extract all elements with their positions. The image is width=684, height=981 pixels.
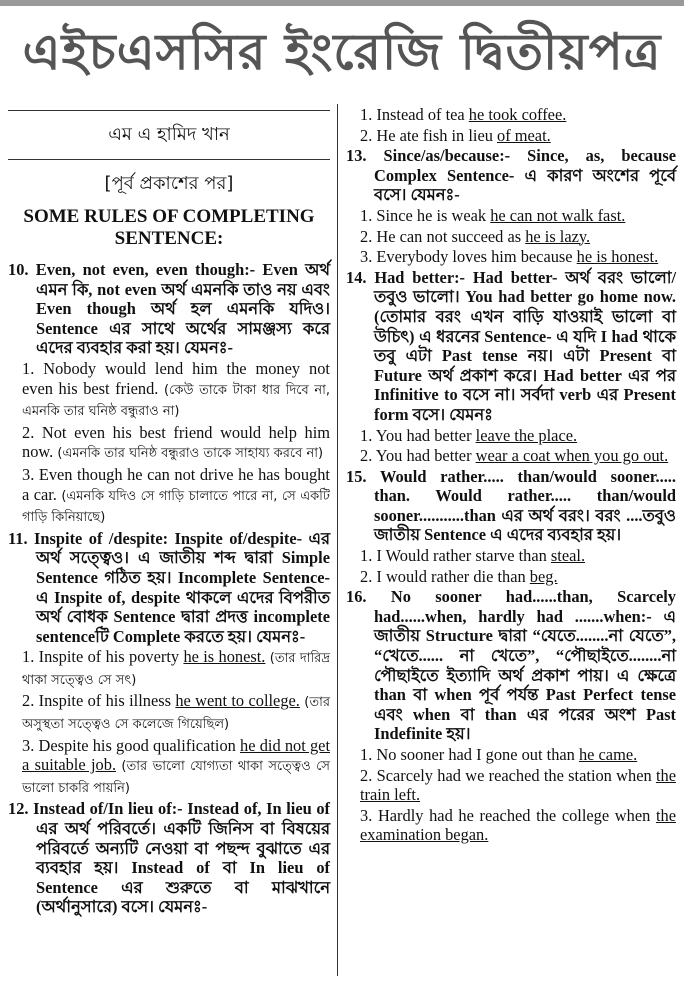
top-rule [0, 0, 684, 6]
rule-14 [346, 268, 676, 466]
column-divider [337, 104, 338, 976]
example: 1. I Would rather starve than steal. [360, 546, 586, 566]
example: 1. You had better leave the place. [360, 425, 578, 445]
example: 2. Inspite of his illness he went to college. (তার অসুস্থতা সত্ত্বেও সে কলেজে গিয়েছিল) [22, 691, 331, 733]
example: 1. Instead of tea he took coffee. [360, 105, 567, 124]
example: 1. No sooner had I gone out than he came. [360, 745, 638, 764]
example: 3. Even though he can not drive he has bought a car. (এমনকি যদিও সে গাড়ি চালাতে পারে না, সে একটি গাড়ি কিনিয়াছে) [22, 464, 330, 526]
example: 2. Not even his best friend would help him now. (এমনকি তার ঘনিষ্ঠ বন্ধুরাও তাকে সাহায্য করবে না) [22, 422, 330, 462]
divider [8, 110, 330, 111]
continued-note: [পূর্ব প্রকাশের পর] [104, 173, 234, 194]
masthead-title: এইচএসসির ইংরেজি দ্বিতীয়পত্র [22, 23, 662, 81]
rule-number: 11. [8, 528, 28, 548]
example: 1. Since he is weak he can not walk fast. [360, 205, 626, 225]
rule-15 [346, 467, 676, 587]
example: 2. He can not succeed as he is lazy. [360, 226, 591, 246]
rule-13 [346, 146, 676, 267]
rule-14-text: 14. Had better:- Had better- অর্থ বরং ভালো/তবুও ভালো। You had better go home now. (তোমার বরং এখন বাড়ি যাওয়াই ভালো বা উচিৎ) এ ধরনের Sentence- এ যদি I had থাকে তবু এটা Past tense নয়। এটা Present বা Future অর্থ প্রকাশ করে। Had better এর পর Infinitive to বসে না। সর্বদা verb এর Present form বসে। যেমনঃ [346, 267, 676, 424]
example: 3. Despite his good qualification he did not get a suitable job. (তার ভালো যোগ্যতা থাকা সত্ত্বেও সে ভালো চাকরি পায়নি) [22, 735, 330, 796]
rule-12 [8, 799, 330, 917]
example: 2. I would rather die than beg. [360, 566, 558, 586]
rule-11-text: 11. Inspite of /despite: Inspite of/despite- এর অর্থ সত্ত্বেও। এ জাতীয় শব্দ দ্বারা Simple Sentence গঠিত হয়। Incomplete Sentence- এ Inspite of, despite থাকলে এদের বিপরীত অর্থ বোধক Sentence দ্বারা প্রদত্ত incomplete sentenceটি Complete করতে হয়। যেমনঃ- [8, 528, 330, 646]
rule-number: 12. [8, 799, 29, 819]
rule-12-text: 12. Instead of/In lieu of:- Instead of, In lieu of এর অর্থ পরিবর্তে। একটি জিনিস বা বিষয়ের পরিবর্তে অন্যটি নেওয়া বা পছন্দ বুঝাতে এর ব্যবহার হয়। Instead of বা In lieu of Sentence এর শুরুতে বা মাঝখানে (অর্থানুসারে) বসে। যেমনঃ- [8, 799, 330, 917]
author-name: এম এ হামিদ খান [108, 124, 230, 145]
example: 1. Nobody would lend him the money not even his best friend. (কেউ তাকে টাকা ধার দিবে না, এমনকি তার ঘনিষ্ঠ বন্ধুরাও না) [22, 358, 330, 420]
rule-number: 15. [346, 466, 367, 486]
example: 2. He ate fish in lieu of meat. [360, 125, 551, 145]
divider [8, 159, 330, 160]
rule-number: 14. [346, 267, 367, 287]
rule-number: 10. [8, 260, 29, 279]
rule-10-text: 10. Even, not even, even though:- Even অর্থ এমন কি, not even অর্থ এমনকি তাও নয় এবং Even though অর্থ হল এমনকি যদিও। Sentence এর সাথে অর্থের সামঞ্জস্য করে এদের ব্যবহার করা হয়। যেমনঃ- [8, 260, 330, 358]
rule-16-text: 16. No sooner had......than, Scarcely had......when, hardly had .......when:- এ জাতীয় Structure দ্বারা “যেতে........না যেতে”, “খেতে...... না খেতে”, “পৌছাইতে........না পৌছাইতে ইত্যাদি অর্থ প্রকাশ পায়। এ ক্ষেত্রে than বা when পূর্ব পর্যন্ত Past Perfect tense এবং when বা than এর পরের অংশ Past Indefinite হয়। [346, 587, 676, 744]
rule-number: 16. [346, 587, 367, 607]
rule-16 [346, 587, 676, 845]
rule-number: 13. [346, 146, 367, 166]
rule-11 [8, 529, 330, 799]
example: 1. Inspite of his poverty he is honest. (তার দারিদ্র থাকা সত্ত্বেও সে সৎ) [22, 647, 330, 688]
example: 2. Scarcely had we reached the station when the train left. [360, 765, 676, 805]
example: 2. You had better wear a coat when you go out. [360, 446, 669, 466]
rule-10 [8, 260, 330, 528]
left-column [8, 104, 330, 917]
section-heading: SOME RULES OF COMPLETING SENTENCE: [23, 206, 315, 249]
rule-15-text: 15. Would rather..... than/would sooner..... than. Would rather..... than/would sooner...........than এর অর্থ বরং। বরং ....তবুও জাতীয় Sentence এ এদের ব্যবহার হয়। [346, 466, 676, 545]
example: 3. Everybody loves him because he is honest. [360, 247, 659, 267]
rule-13-text: 13. Since/as/because:- Since, as, because Complex Sentence- এ কারণ অংশের পূর্বে বসে। যেমনঃ- [346, 146, 676, 205]
right-column [346, 104, 676, 846]
example: 3. Hardly had he reached the college when the examination began. [360, 805, 676, 845]
